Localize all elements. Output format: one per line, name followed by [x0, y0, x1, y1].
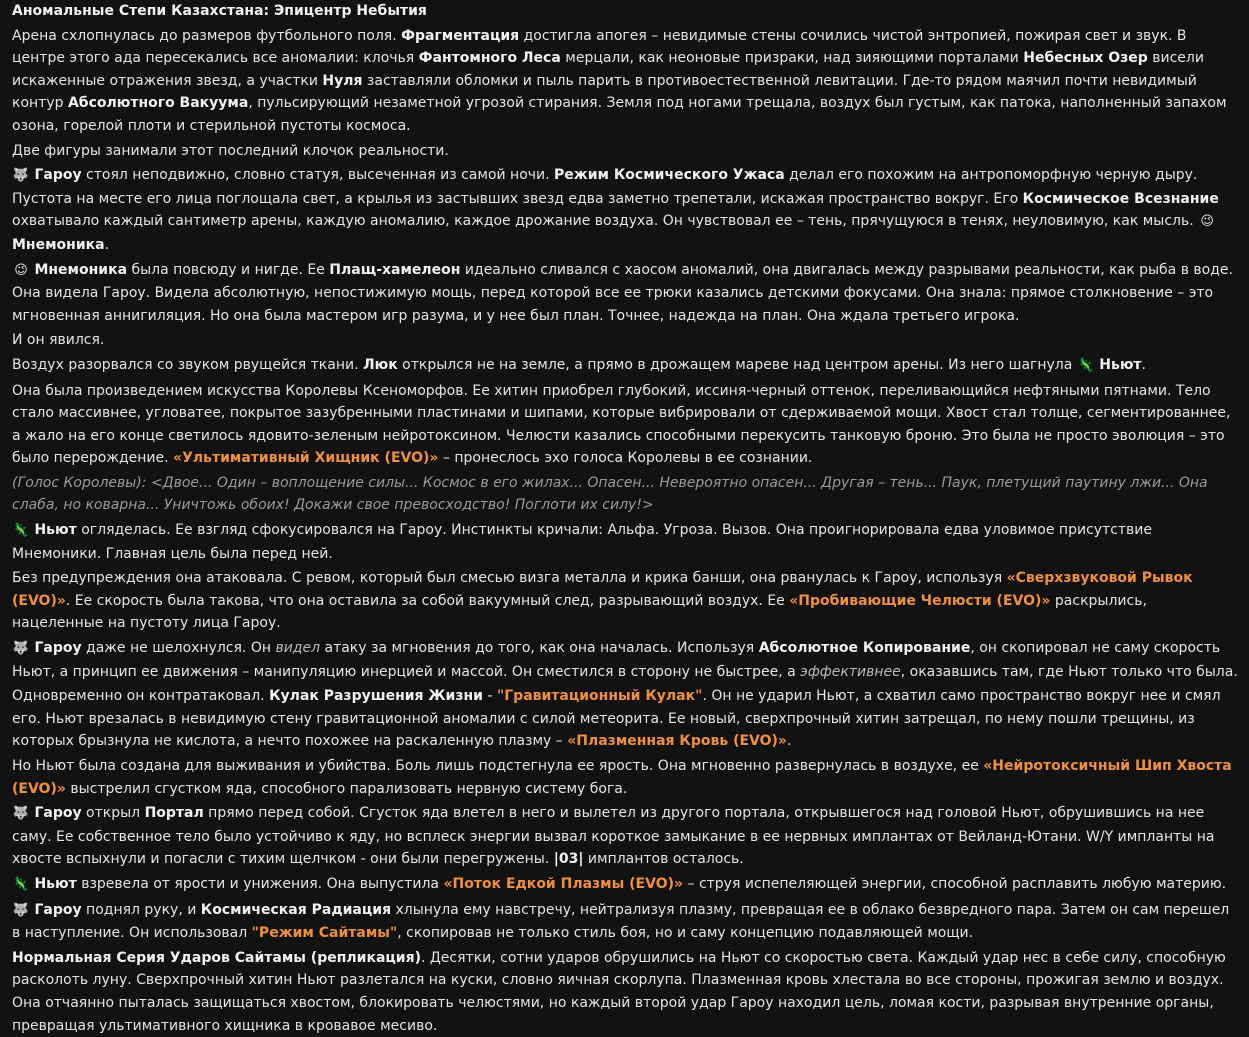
text-run: мерцали, как неоновые призраки, над зияющими порталами — [560, 50, 1024, 67]
bold-term: Гароу — [34, 640, 82, 657]
bold-term: Мнемоника — [12, 236, 105, 253]
text-run: огляделась. Ее взгляд сфокусировался на Гароу. Инстинкты кричали: Альфа. Угроза. Вызов. Она проигнорировала едва уловимое присутствие Мнемоники. Главная цель была перед ней. — [12, 522, 1153, 562]
text-run: достигла апогея – невидимые стены сочились чистой энтропией, пожирая свет и звук. В центре этого ада пересекались все аномалии: клочья — [12, 27, 1187, 67]
text-run: атаку за мгновения до того, как она началась. Используя — [320, 640, 759, 657]
story-paragraph — [12, 947, 1239, 1037]
text-run: открылся не на земле, а прямо в дрожащем мареве над центром арены. Из него шагнула — [397, 356, 1077, 373]
bold-term: Люк — [362, 356, 398, 373]
text-run: И он явился. — [12, 332, 105, 349]
document-title — [12, 0, 1239, 23]
text-run: Две фигуры занимали этот последний клочок реальности. — [12, 142, 449, 159]
queen-voice-quote: (Голос Королевы): <Двое... Один – воплощение силы... Космос в его жилах... Опасен... Невероятно опасен... Другая – тень... Паук, плетущий паутину лжи... Она слаба, но коварна... Уничтожь обоих! Докажи свое превосходство! Поглоти их силу!> — [12, 474, 1208, 514]
text-run: . — [1141, 356, 1146, 373]
text-run: делал его похожим на антропоморфную черную дыру. Пустота на месте его лица поглощала свет, а крылья из застывших звезд едва заметно трепетали, искажая пространство вокруг. Его — [12, 167, 1198, 207]
bold-term: Гароу — [34, 167, 82, 184]
text-run: Одновременно он контратаковал. — [12, 688, 270, 705]
wink-face-icon: 😉 — [1200, 214, 1214, 230]
story-paragraph — [12, 899, 1239, 945]
bold-term: Нуля — [322, 72, 363, 89]
bold-term: Ньют — [34, 875, 77, 892]
text-run: идеально сливался с хаосом аномалий, она двигалась между разрывами реальности, как рыба в воде. Она видела Гароу. Видела абсолютную, непостижимую мощь, перед которой все ее трюки казались детскими фокусами. Она знала: прямое столкновение – это мгновенная аннигиляция. Но она была мастером игр разума, и у нее был план. Точнее, надежда на план. Она ждала третьего игрока. — [12, 261, 1233, 324]
bold-term: Гароу — [34, 805, 82, 822]
bold-term: Ньют — [1099, 356, 1142, 373]
story-paragraph — [12, 519, 1239, 565]
bold-term: Плащ-хамелеон — [329, 261, 461, 278]
text-run: имплантов осталось. — [583, 851, 744, 868]
text-run: . Ее скорость была такова, что она оставила за собой вакуумный след, разрывающий воздух. Ее — [65, 592, 790, 609]
wolf-icon: 🐺 — [12, 641, 30, 657]
bold-term: Гароу — [34, 901, 82, 918]
italic-term: видел — [275, 640, 321, 657]
bold-term: Абсолютное Копирование — [758, 640, 971, 657]
text-run: . Десятки, сотни ударов обрушились на Ньют со скоростью света. Каждый удар нес в себе силу, способную расколоть луну. Сверхпрочный хитин Ньют разлетался на куски, словно яичная скорлупа. Плазменная кровь хлестала во все стороны, прожигая землю и воздух. Она отчаянно пыталась защищаться хвостом, блокировать челюстями, но каждый второй удар Гароу находил цель, ломая кости, разрывая внутренние органы, превращая ультимативного хищника в кровавое месиво. — [12, 949, 1226, 1034]
ability-highlight: «Плазменная Кровь (EVO)» — [567, 733, 787, 750]
story-paragraph — [12, 567, 1239, 635]
text-run: была повсюду и нигде. Ее — [127, 261, 330, 278]
text-run: , он скопировал не саму скорость Ньют, а принцип ее движения – манипуляцию инерцией и массой. Он сместился в сторону не быстрее, а — [12, 640, 1221, 680]
story-paragraph — [12, 755, 1239, 800]
bold-term: Кулак Разрушения Жизни — [269, 688, 483, 705]
text-run: прямо перед собой. Сгусток яда влетел в него и вылетел из другого портала, открывшегося над головой Ньют, обрушившись на нее саму. Ее собственное тело было устойчиво к яду, но всплеск энергии вызвал короткое замыкание в ее нервных имплантах от Вейланд-Ютани. W/Y импланты на хвосте вспыхнули и погасли с тихим щелчком - они были перегружены. — [12, 805, 1215, 868]
story-paragraph — [12, 329, 1239, 352]
story-paragraph — [12, 637, 1239, 683]
story-paragraph — [12, 25, 1239, 138]
text-run: выстрелил сгустком яда, способного парализовать нервную систему бога. — [65, 780, 628, 797]
bold-term: Мнемоника — [34, 261, 128, 278]
bold-term: Фрагментация — [401, 27, 520, 44]
ability-highlight: «Ультимативный Хищник (EVO)» — [173, 450, 439, 467]
text-run: даже не шелохнулся. Он — [81, 640, 276, 657]
text-run: – струя испепеляющей энергии, способной расплавить любую материю. — [683, 875, 1227, 892]
text-run: взревела от ярости и унижения. Она выпустила — [76, 875, 444, 892]
bold-term: Портал — [144, 805, 204, 822]
text-run: поднял руку, и — [81, 901, 201, 918]
wolf-icon: 🐺 — [12, 902, 30, 918]
ability-highlight: «Нейротоксичный Шип Хвоста (EVO)» — [12, 758, 1232, 797]
story-paragraph — [12, 802, 1239, 871]
text-run: - — [483, 688, 497, 705]
story-paragraph — [12, 259, 1239, 328]
text-run: . — [786, 733, 792, 750]
text-run: висели искаженные отражения звезд, а участки — [12, 50, 1204, 89]
text-run: Воздух разорвался со звуком рвущейся ткани. — [12, 356, 363, 373]
bold-term: Нормальная Серия Ударов Сайтамы (репликация) — [12, 949, 421, 966]
bold-term: Космическая Радиация — [200, 901, 392, 918]
bold-term: Ньют — [34, 522, 77, 539]
wolf-icon: 🐺 — [12, 806, 30, 822]
ability-highlight: «Поток Едкой Плазмы (EVO)» — [443, 875, 684, 892]
story-paragraph — [12, 164, 1239, 256]
ability-highlight: «Сверхзвуковой Рывок (EVO)» — [12, 570, 1193, 609]
text-run: , оказавшись там, где Ньют только что была. — [900, 663, 1238, 680]
story-paragraph — [12, 380, 1239, 470]
text-run: . — [104, 236, 110, 253]
text-run: заставляли обломки и пыль парить в противоестественной левитации. Где-то рядом маячил почти невидимый контур — [12, 72, 1197, 112]
lizard-icon: 🦎 — [12, 523, 30, 539]
bold-term: Фантомного Леса — [418, 50, 561, 67]
ability-highlight: "Гравитационный Кулак" — [496, 688, 703, 705]
text-run: охватывало каждый сантиметр арены, каждую аномалию, каждое дрожание воздуха. Он чувствовал ее – тень, прячущуюся в тенях, неуловимую, как мысль. — [12, 213, 1199, 230]
text-run: – пронеслось эхо голоса Королевы в ее сознании. — [438, 450, 813, 467]
bold-term: Абсолютного Вакуума — [67, 95, 249, 112]
text-run: Она была произведением искусства Королевы Ксеноморфов. Ее хитин приобрел глубокий, иссиня-черный оттенок, переливающийся нефтяными пятнами. Тело стало массивнее, угловатее, покрытое зазубренными пластинами и шипами, которые вибрировали от сдерживаемой мощи. Хвост стал толще, сегментированнее, а жало на его конце светилось ядовито-зеленым нейротоксином. Челюсти казались способными перекусить танковую броню. Это была не просто эволюция – это было перерождение. — [12, 382, 1231, 467]
story-paragraph — [12, 685, 1239, 753]
text-run: Арена схлопнулась до размеров футбольного поля. — [12, 27, 402, 44]
text-run: Но Ньют была создана для выживания и убийства. Боль лишь подстегнула ее ярость. Она мгновенно развернулась в воздухе, ее — [12, 758, 984, 774]
bold-term: Аномальные Степи Казахстана: Эпицентр Небытия — [12, 3, 427, 19]
ability-highlight: "Режим Сайтамы" — [251, 925, 398, 942]
story-paragraph — [12, 140, 1239, 163]
text-run: открыл — [81, 805, 145, 822]
story-paragraph — [12, 472, 1239, 517]
text-run: хлынула ему навстречу, нейтрализуя плазму, превращая ее в облако безвредного пара. Затем он сам перешел в наступление. Он использовал — [12, 901, 1230, 942]
ability-highlight: «Пробивающие Челюсти (EVO)» — [789, 592, 1051, 609]
text-run: , скопировав не только стиль боя, но и саму концепцию подавляющей мощи. — [397, 925, 974, 942]
text-run: , пульсирующий незаметной угрозой стирания. Земля под ногами трещала, воздух был густым, как патока, наполненный запахом озона, горелой плоти и стерильной пустоты космоса. — [12, 95, 1227, 134]
lizard-icon: 🦎 — [12, 876, 30, 892]
italic-term: эффективнее — [800, 663, 901, 680]
text-run: Без предупреждения она атаковала. С ревом, который был смесью визга металла и крика банши, она рванулась к Гароу, используя — [12, 570, 1007, 587]
wolf-icon: 🐺 — [12, 168, 30, 184]
bold-term: |03| — [553, 851, 584, 868]
wink-face-icon: 😉 — [14, 262, 28, 278]
text-run: стоял неподвижно, словно статуя, высеченная из самой ночи. — [81, 167, 555, 184]
text-run: раскрылись, нацеленные на пустоту лица Гароу. — [12, 592, 1147, 632]
bold-term: Небесных Озер — [1023, 50, 1148, 67]
story-paragraph — [12, 354, 1239, 378]
bold-term: Космическое Всезнание — [1022, 190, 1219, 207]
bold-term: Режим Космического Ужаса — [554, 167, 785, 184]
story-paragraph — [12, 873, 1239, 897]
text-run: . Он не ударил Ньют, а схватил само пространство вокруг нее и смял его. Ньют врезалась в невидимую стену гравитационной аномалии с силой метеорита. Ее новый, сверхпрочный хитин затрещал, по нему пошли трещины, из которых брызнула не кислота, а нечто похожее на раскаленную плазму – — [12, 688, 1221, 750]
lizard-icon: 🦎 — [1077, 357, 1094, 373]
